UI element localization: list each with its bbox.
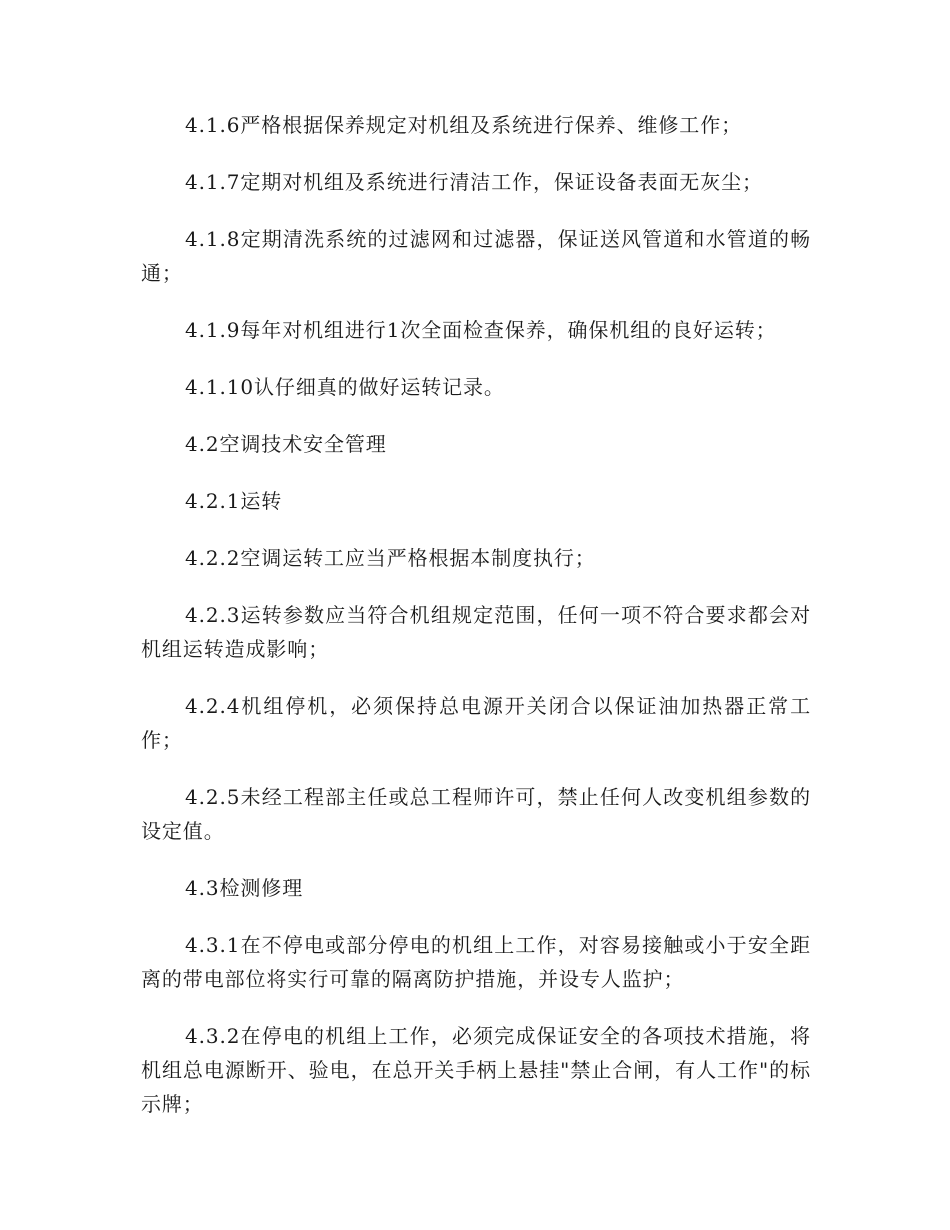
paragraph-4-1-8: 4.1.8定期清洗系统的过滤网和过滤器，保证送风管道和水管道的畅通； bbox=[141, 227, 811, 285]
paragraph-4-1-10: 4.1.10认仔细真的做好运转记录。 bbox=[185, 375, 505, 399]
paragraph-4-2-4: 4.2.4机组停机，必须保持总电源开关闭合以保证油加热器正常工作； bbox=[141, 694, 811, 752]
section-heading-4-3: 4.3检测修理 bbox=[185, 876, 304, 900]
paragraph-4-1-9: 4.1.9每年对机组进行1次全面检查保养，确保机组的良好运转； bbox=[185, 318, 777, 342]
document-body bbox=[141, 108, 811, 1144]
paragraph-4-3-2: 4.3.2在停电的机组上工作，必须完成保证安全的各项技术措施，将机组总电源断开、验电，在总开关手柄上悬挂"禁止合闸，有人工作"的标示牌； bbox=[141, 1024, 811, 1116]
paragraph-4-1-6: 4.1.6严格根据保养规定对机组及系统进行保养、维修工作； bbox=[185, 113, 742, 137]
paragraph-4-2-5: 4.2.5未经工程部主任或总工程师许可，禁止任何人改变机组参数的设定值。 bbox=[141, 785, 811, 843]
paragraph-4-2-3: 4.2.3运转参数应当符合机组规定范围，任何一项不符合要求都会对机组运转造成影响； bbox=[141, 603, 811, 661]
section-heading-4-2: 4.2空调技术安全管理 bbox=[185, 432, 387, 456]
paragraph-4-3-1: 4.3.1在不停电或部分停电的机组上工作，对容易接触或小于安全距离的带电部位将实行可靠的隔离防护措施，并设专人监护； bbox=[141, 933, 811, 991]
paragraph-4-1-7: 4.1.7定期对机组及系统进行清洁工作，保证设备表面无灰尘； bbox=[185, 170, 763, 194]
paragraph-4-2-1: 4.2.1运转 bbox=[185, 489, 283, 513]
paragraph-4-2-2: 4.2.2空调运转工应当严格根据本制度执行； bbox=[185, 546, 596, 570]
